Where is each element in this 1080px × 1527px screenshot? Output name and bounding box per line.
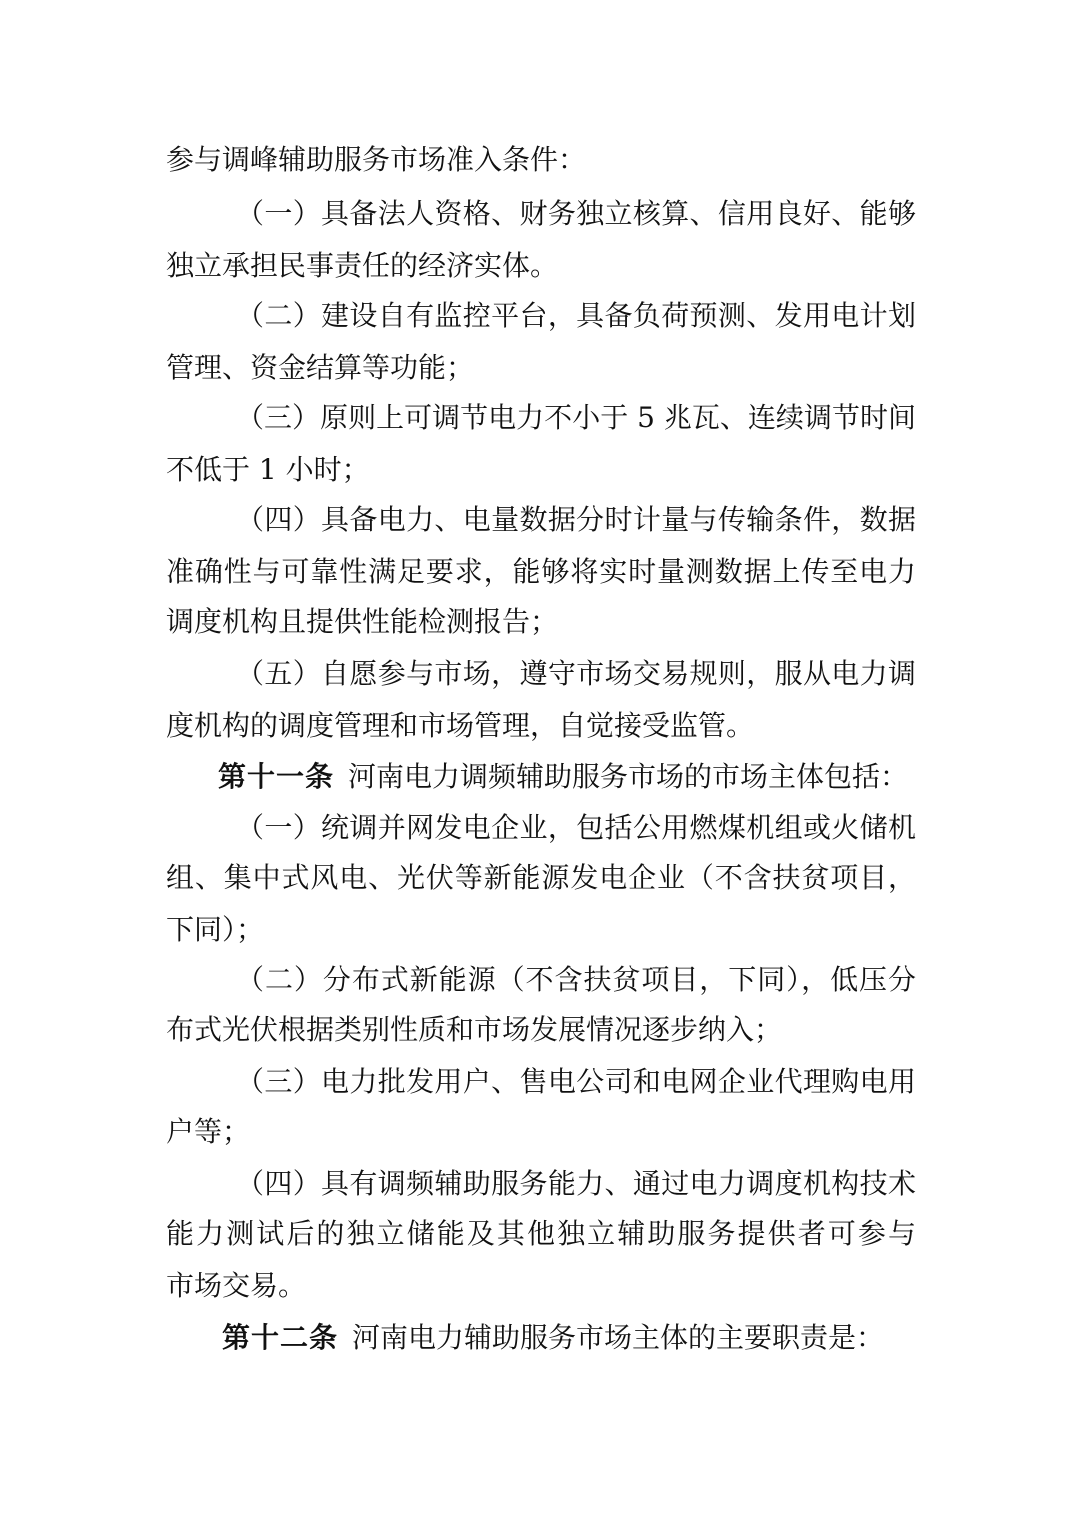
list-item-3-line-1: （三）原则上可调节电力不小于 5 兆瓦、连续调节时间 [236,401,916,434]
list-item-4-line-3: 调度机构且提供性能检测报告； [166,605,559,638]
article-11-item-4-line-1: （四）具有调频辅助服务能力、通过电力调度机构技术 [236,1167,916,1200]
list-item-1-line-2: 独立承担民事责任的经济实体。 [166,249,559,282]
list-item-5-line-2: 度机构的调度管理和市场管理，自觉接受监管。 [166,709,755,742]
list-item-3-line-2: 不低于 1 小时； [166,453,370,486]
list-item-5-line-1: （五）自愿参与市场，遵守市场交易规则，服从电力调 [236,657,916,690]
list-item-4-line-2: 准确性与可靠性满足要求，能够将实时量测数据上传至电力 [166,555,916,588]
list-item-2-line-2: 管理、资金结算等功能； [166,351,475,384]
text-line-intro: 参与调峰辅助服务市场准入条件： [166,143,587,176]
article-11-text: 河南电力调频辅助服务市场的市场主体包括： [348,760,909,793]
article-11-item-1-line-2: 组、集中式风电、光伏等新能源发电企业（不含扶贫项目， [166,861,916,894]
article-11-item-1-line-1: （一）统调并网发电企业，包括公用燃煤机组或火储机 [236,811,916,844]
list-item-4-line-1: （四）具备电力、电量数据分时计量与传输条件，数据 [236,503,916,536]
list-item-1-line-1: （一）具备法人资格、财务独立核算、信用良好、能够 [236,197,916,230]
article-12-number: 第十二条 [222,1321,339,1354]
article-11-item-3-line-2: 户等； [166,1115,251,1148]
article-11-item-3-line-1: （三）电力批发用户、售电公司和电网企业代理购电用 [236,1065,916,1098]
article-11-number: 第十一条 [218,760,335,793]
article-11-item-1-line-3: 下同）； [166,913,265,946]
article-11-heading [218,760,908,794]
article-12-heading [222,1321,884,1355]
list-item-2-line-1: （二）建设自有监控平台，具备负荷预测、发用电计划 [236,299,916,332]
article-11-item-4-line-2: 能力测试后的独立储能及其他独立辅助服务提供者可参与 [166,1217,916,1250]
article-12-text: 河南电力辅助服务市场主体的主要职责是： [352,1321,885,1354]
article-11-item-4-line-3: 市场交易。 [166,1269,307,1302]
article-11-item-2-line-2: 布式光伏根据类别性质和市场发展情况逐步纳入； [166,1013,783,1046]
article-11-item-2-line-1: （二）分布式新能源（不含扶贫项目，下同），低压分 [236,963,916,996]
